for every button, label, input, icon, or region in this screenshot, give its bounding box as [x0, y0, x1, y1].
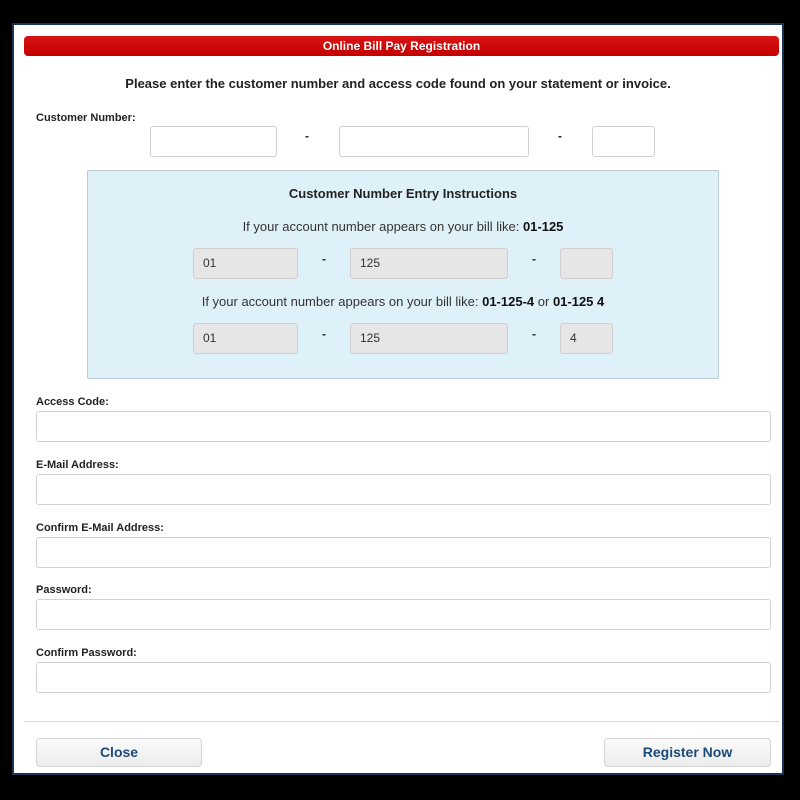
- customer-number-separator: -: [558, 129, 562, 143]
- password-input[interactable]: [36, 599, 771, 630]
- confirm-email-label: Confirm E-Mail Address:: [36, 522, 164, 534]
- password-label: Password:: [36, 584, 92, 596]
- footer-divider: [24, 721, 779, 722]
- example2-field2: 125: [350, 323, 508, 354]
- confirm-email-input[interactable]: [36, 537, 771, 568]
- example2-separator: -: [322, 327, 326, 341]
- example1-field3: [560, 248, 613, 279]
- email-input[interactable]: [36, 474, 771, 505]
- instructions-title: Customer Number Entry Instructions: [288, 186, 518, 201]
- customer-number-part1-input[interactable]: [150, 126, 277, 157]
- register-now-button[interactable]: Register Now: [604, 738, 771, 767]
- customer-number-separator: -: [305, 129, 309, 143]
- confirm-password-input[interactable]: [36, 662, 771, 693]
- customer-number-part2-input[interactable]: [339, 126, 529, 157]
- email-label: E-Mail Address:: [36, 459, 119, 471]
- example1-separator: -: [322, 252, 326, 266]
- customer-number-part3-input[interactable]: [592, 126, 655, 157]
- customer-number-label: Customer Number:: [36, 112, 136, 124]
- example1-separator: -: [532, 252, 536, 266]
- example2-format-a: 01-125-4: [482, 294, 535, 309]
- example1-field2: 125: [350, 248, 508, 279]
- example2-text: If your account number appears on your bill like: 01-125-4 or 01-125 4: [201, 294, 605, 309]
- customer-number-instructions-panel: [87, 170, 719, 379]
- intro-text: Please enter the customer number and access code found on your statement or invoice.: [125, 76, 671, 91]
- close-button[interactable]: Close: [36, 738, 202, 767]
- dialog-title: Online Bill Pay Registration: [24, 36, 779, 56]
- example1-field1: 01: [193, 248, 298, 279]
- access-code-label: Access Code:: [36, 396, 109, 408]
- example1-format: 01-125: [522, 219, 564, 234]
- registration-dialog: [12, 23, 784, 775]
- example1-text: If your account number appears on your bill like: 01-125: [242, 219, 564, 234]
- example2-separator: -: [532, 327, 536, 341]
- example2-field3: 4: [560, 323, 613, 354]
- confirm-password-label: Confirm Password:: [36, 647, 137, 659]
- example2-field1: 01: [193, 323, 298, 354]
- example2-format-b: 01-125 4: [552, 294, 605, 309]
- access-code-input[interactable]: [36, 411, 771, 442]
